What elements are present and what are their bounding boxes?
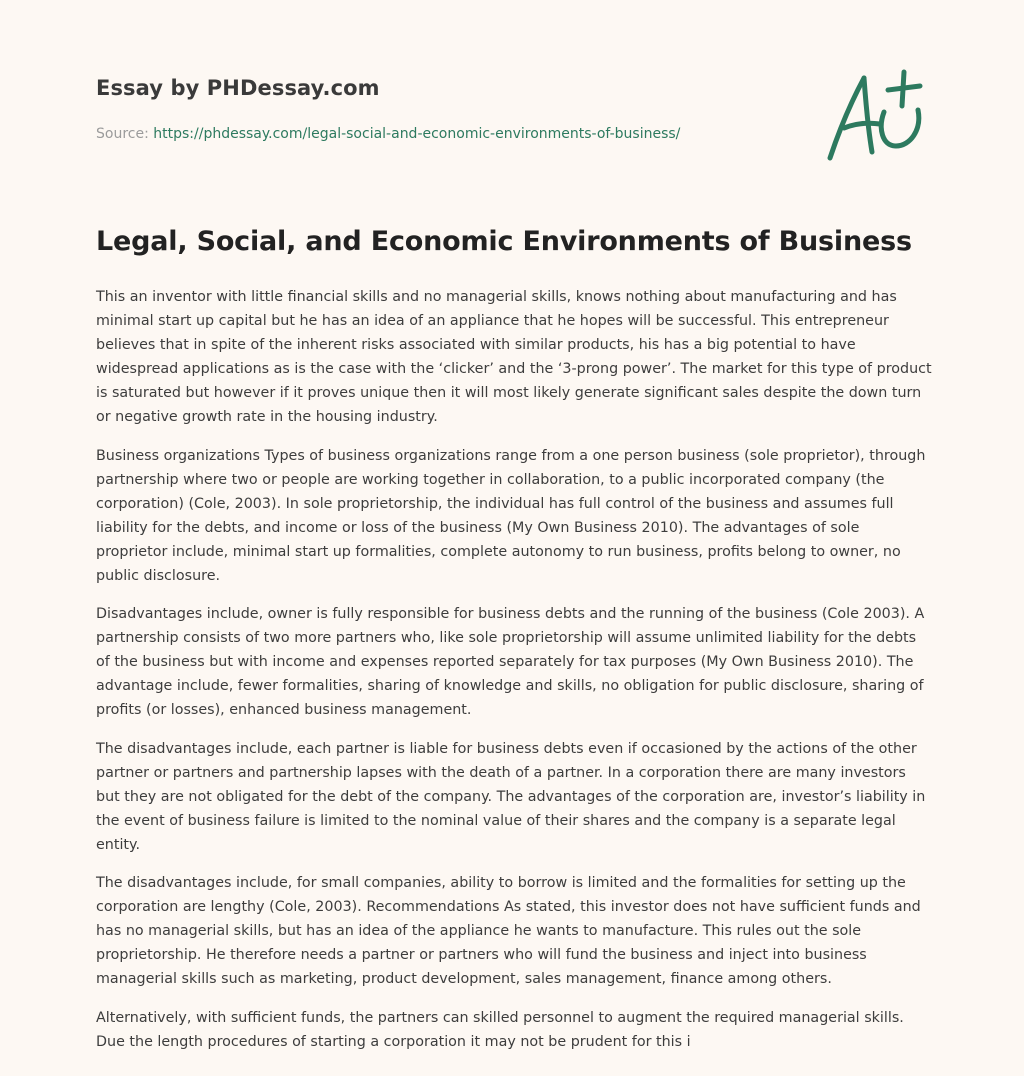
- paragraph: This an inventor with little financial skills and no managerial skills, knows nothing about manufacturing and has minimal start up capital but he has an idea of an appliance that he hopes will be successful. This entrepreneur believes that in spite of the inherent risks associated with similar products, his has a big potential to have widespread applications as is the case with the ‘clicker’ and the ‘3-prong power’. The market for this type of product is saturated but however if it proves unique then it will most likely generate significant sales despite the down turn or negative growth rate in the housing industry.: [96, 289, 932, 425]
- source-link[interactable]: https://phdessay.com/legal-social-and-economic-environments-of-business/: [153, 126, 681, 142]
- source-label: Source:: [96, 126, 149, 142]
- source-line: [96, 126, 680, 142]
- paragraph: The disadvantages include, each partner is liable for business debts even if occasioned by the actions of the other partner or partners and partnership lapses with the death of a partner. In a corporation there are many investors but they are not obligated for the debt of the company. The advantages of the corporation are, investor’s liability in the event of business failure is limited to the nominal value of their shares and the company is a separate legal entity.: [96, 740, 926, 853]
- a-plus-logo-svg: [818, 66, 928, 166]
- essay-header: [96, 76, 796, 142]
- brand-title: Essay by PHDessay.com: [96, 76, 380, 100]
- paragraph: Business organizations Types of business organizations range from a one person business (sole proprietor), through partnership where two or people are working together in collaboration, to a public incorporated company (the corporation) (Cole, 2003). In sole proprietorship, the individual has full control of the business and assumes full liability for the debts, and income or loss of the business (My Own Business 2010). The advantages of sole proprietor include, minimal start up formalities, complete autonomy to run business, profits belong to owner, no public disclosure.: [96, 447, 926, 584]
- paragraph: Alternatively, with sufficient funds, the partners can skilled personnel to augment the required managerial skills. Due the length procedures of starting a corporation it may not be prudent for this i: [96, 1009, 904, 1050]
- article-body: [96, 285, 934, 1068]
- a-plus-grade-icon: [818, 66, 928, 166]
- paragraph: The disadvantages include, for small companies, ability to borrow is limited and the formalities for setting up the corporation are lengthy (Cole, 2003). Recommendations As stated, this investor does not have sufficient funds and has no managerial skills, but has an idea of the appliance he wants to manufacture. This rules out the sole proprietorship. He therefore needs a partner or partners who will fund the business and inject into business managerial skills such as marketing, product development, sales management, finance among others.: [96, 875, 921, 987]
- article-title: Legal, Social, and Economic Environments of Business: [96, 226, 912, 257]
- paragraph: Disadvantages include, owner is fully responsible for business debts and the running of the business (Cole 2003). A partnership consists of two more partners who, like sole proprietorship will assume unlimited liability for the debts of the business but with income and expenses reported separately for tax purposes (My Own Business 2010). The advantage include, fewer formalities, sharing of knowledge and skills, no obligation for public disclosure, sharing of profits (or losses), enhanced business management.: [96, 606, 925, 718]
